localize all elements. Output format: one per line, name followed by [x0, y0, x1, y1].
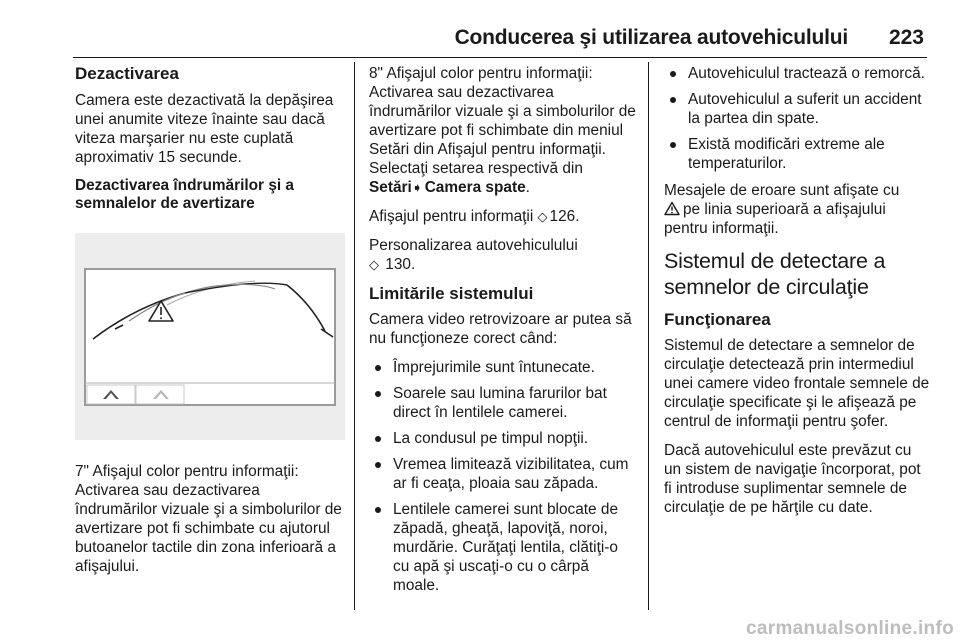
list-item: Lentilele camerei sunt blocate de zăpadă, gheaţă, lapoviţă, noroi, murdărie. Curăţaţi lentila, clătiţi-o cu apă şi uscaţi-o cu o cârpă moale.	[369, 500, 636, 595]
paragraph-8inch-text: 8" Afişajul color pentru informaţii: Activarea sau dezactivarea îndrumărilor vizuale şi a simbolurilor de avertizare pot fi schimbate din meniul Setări din Afişajul pentru informaţii. Selectaţi setarea respectivă din	[369, 65, 636, 177]
list-item: Soarele sau lumina farurilor bat direct în lentilele camerei.	[369, 384, 636, 422]
watermark: carmanualsonline.info	[746, 618, 954, 639]
reference-arrow-icon: ◇	[537, 209, 548, 224]
subheading-function: Funcţionarea	[664, 310, 771, 329]
reference-personalization-text: Personalizarea autovehiculului	[369, 237, 578, 254]
paragraph-7inch-display: 7" Afişajul color pentru informaţii: Activarea sau dezactivarea îndrumărilor vizuale şi a simbolurilor de avertizare pot fi schimbate cu ajutorul butoanelor tactile din zona inferioară a afişajului.	[75, 463, 342, 575]
column-divider-2	[648, 62, 649, 610]
menu-arrow-icon: ➧	[411, 180, 423, 195]
reference-arrow-icon: ◇	[369, 257, 379, 272]
list-item: Autovehiculul a suferit un accident la partea din spate.	[664, 90, 932, 128]
reference-info-display	[369, 207, 636, 226]
list-item: Autovehiculul tractează o remorcă.	[664, 64, 932, 83]
column-2	[369, 64, 636, 603]
list-item: Există modificări extreme ale temperaturilor.	[664, 135, 932, 173]
limitations-list	[369, 358, 636, 595]
section-heading-traffic-sign: Sistemul de detectare a semnelor de circulaţie	[664, 249, 886, 299]
paragraph-traffic-sign-function: Sistemul de detectare a semnelor de circulaţie detectează prin intermediul unei camere video frontale semnele de circulaţie specificate şi le afişează pe centrul de informaţii pentru şofer.	[664, 337, 930, 430]
error-messages-text-a: Mesajele de eroare sunt afişate cu	[664, 182, 900, 199]
menu-path-settings: Setări	[369, 179, 412, 196]
column-1	[75, 64, 345, 586]
paragraph-8inch-display	[369, 64, 636, 197]
paragraph-deactivation: Camera este dezactivată la depăşirea unei anumite viteze înainte sau dacă viteza marşarier nu este cuplată aproximativ 15 secunde.	[75, 92, 334, 166]
header-rule	[73, 57, 927, 58]
section-heading-deactivation: Dezactivarea	[75, 64, 179, 83]
error-messages-text-b: pe linia superioară a afişajului pentru informaţii.	[664, 201, 886, 237]
reference-info-display-page[interactable]: 126.	[549, 208, 580, 225]
paragraph-8inch-end: .	[525, 179, 530, 196]
page-number: 223	[888, 26, 924, 49]
reference-personalization	[369, 236, 636, 274]
subheading-guidelines: Dezactivarea îndrumărilor şi a semnalelor de avertizare	[75, 177, 294, 212]
section-heading-limitations: Limitările sistemului	[369, 284, 534, 303]
camera-display-svg	[75, 233, 345, 440]
warning-triangle-icon	[664, 201, 680, 216]
reference-personalization-page[interactable]: 130.	[385, 256, 416, 273]
page-header	[0, 26, 960, 56]
list-item: Vremea limitează vizibilitatea, cum ar fi ceaţa, ploaia sau zăpada.	[369, 455, 636, 493]
list-item: La condusul pe timpul nopţii.	[369, 429, 636, 448]
list-item: Împrejurimile sunt întunecate.	[369, 358, 636, 377]
column-divider-1	[354, 62, 355, 610]
column-3	[664, 64, 932, 527]
paragraph-limitations-intro: Camera video retrovizoare ar putea să nu funcţioneze corect când:	[369, 311, 632, 347]
reference-info-display-text: Afişajul pentru informaţii	[369, 208, 534, 225]
paragraph-error-messages	[664, 181, 932, 238]
chapter-title: Conducerea şi utilizarea autovehiculului	[454, 26, 848, 49]
menu-path-rear-camera: Camera spate	[424, 179, 526, 196]
paragraph-traffic-sign-navigation: Dacă autovehiculul este prevăzut cu un sistem de navigaţie încorporat, pot fi introduse suplimentar semnele de circulaţie de pe hărţile cu date.	[664, 442, 921, 516]
camera-display-illustration	[75, 233, 345, 440]
conditions-list	[664, 64, 932, 173]
